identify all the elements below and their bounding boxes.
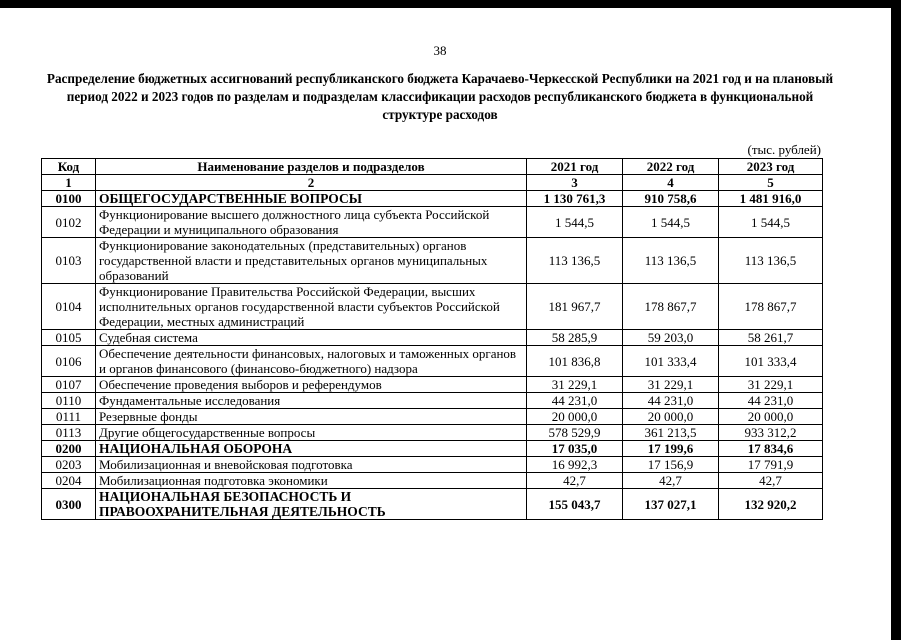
header-row	[42, 159, 823, 175]
row-name: Другие общегосударственные вопросы	[96, 425, 527, 441]
row-code: 0105	[42, 330, 96, 346]
row-2021: 578 529,9	[527, 425, 623, 441]
row-name: НАЦИОНАЛЬНАЯ ОБОРОНА	[96, 441, 527, 457]
table-row	[42, 207, 823, 238]
header-code: Код	[42, 159, 96, 175]
table-row	[42, 238, 823, 284]
row-name: Фундаментальные исследования	[96, 393, 527, 409]
row-code: 0103	[42, 238, 96, 284]
row-2022: 361 213,5	[623, 425, 719, 441]
row-name: Резервные фонды	[96, 409, 527, 425]
row-2023: 20 000,0	[719, 409, 823, 425]
row-2021: 1 130 761,3	[527, 191, 623, 207]
table-row	[42, 330, 823, 346]
row-2022: 20 000,0	[623, 409, 719, 425]
row-2021: 20 000,0	[527, 409, 623, 425]
row-code: 0204	[42, 473, 96, 489]
table-row-section	[42, 489, 823, 520]
row-2021: 101 836,8	[527, 346, 623, 377]
row-2022: 17 156,9	[623, 457, 719, 473]
row-2021: 1 544,5	[527, 207, 623, 238]
page-number: 38	[433, 43, 447, 58]
row-2023: 933 312,2	[719, 425, 823, 441]
row-2022: 178 867,7	[623, 284, 719, 330]
table-row	[42, 409, 823, 425]
row-2021: 44 231,0	[527, 393, 623, 409]
row-code: 0107	[42, 377, 96, 393]
row-code: 0106	[42, 346, 96, 377]
row-code: 0111	[42, 409, 96, 425]
row-name: Мобилизационная и вневойсковая подготовка	[96, 457, 527, 473]
budget-table	[41, 158, 823, 520]
row-2022: 137 027,1	[623, 489, 719, 520]
row-2023: 1 544,5	[719, 207, 823, 238]
table-row	[42, 393, 823, 409]
row-2022: 44 231,0	[623, 393, 719, 409]
row-2022: 17 199,6	[623, 441, 719, 457]
table-row	[42, 284, 823, 330]
column-index-row	[42, 175, 823, 191]
index-cell: 5	[719, 175, 823, 191]
row-2022: 42,7	[623, 473, 719, 489]
row-name: Судебная система	[96, 330, 527, 346]
row-2022: 1 544,5	[623, 207, 719, 238]
row-2021: 31 229,1	[527, 377, 623, 393]
row-2022: 59 203,0	[623, 330, 719, 346]
row-2021: 155 043,7	[527, 489, 623, 520]
row-code: 0203	[42, 457, 96, 473]
row-2023: 31 229,1	[719, 377, 823, 393]
row-code: 0102	[42, 207, 96, 238]
row-code: 0104	[42, 284, 96, 330]
header-name: Наименование разделов и подразделов	[96, 159, 527, 175]
row-2021: 17 035,0	[527, 441, 623, 457]
row-2023: 113 136,5	[719, 238, 823, 284]
scan-border-right	[891, 0, 901, 640]
table-row-section	[42, 191, 823, 207]
row-code: 0200	[42, 441, 96, 457]
index-cell: 3	[527, 175, 623, 191]
row-name: Обеспечение проведения выборов и референдумов	[96, 377, 527, 393]
index-cell: 1	[42, 175, 96, 191]
row-name: Функционирование Правительства Российской Федерации, высших исполнительных органов государственной власти субъектов Российской Федерации, местных администраций	[96, 284, 527, 330]
row-code: 0300	[42, 489, 96, 520]
row-name: НАЦИОНАЛЬНАЯ БЕЗОПАСНОСТЬ И ПРАВООХРАНИТЕЛЬНАЯ ДЕЯТЕЛЬНОСТЬ	[96, 489, 527, 520]
table-row	[42, 425, 823, 441]
table-row	[42, 346, 823, 377]
table-row	[42, 457, 823, 473]
index-cell: 2	[96, 175, 527, 191]
row-name: Функционирование высшего должностного лица субъекта Российской Федерации и муниципального образования	[96, 207, 527, 238]
document-title: Распределение бюджетных ассигнований республиканского бюджета Карачаево-Черкесской Республики на 2021 год и на плановый период 2022 и 2023 годов по разделам и подразделам классификации расходов республиканского бюджета в функциональной структуре расходов	[46, 71, 834, 122]
row-2022: 101 333,4	[623, 346, 719, 377]
row-name: Мобилизационная подготовка экономики	[96, 473, 527, 489]
row-2021: 42,7	[527, 473, 623, 489]
row-name: ОБЩЕГОСУДАРСТВЕННЫЕ ВОПРОСЫ	[96, 191, 527, 207]
row-code: 0110	[42, 393, 96, 409]
row-2021: 58 285,9	[527, 330, 623, 346]
row-2023: 178 867,7	[719, 284, 823, 330]
row-2021: 113 136,5	[527, 238, 623, 284]
row-2023: 44 231,0	[719, 393, 823, 409]
row-2023: 17 834,6	[719, 441, 823, 457]
row-2023: 101 333,4	[719, 346, 823, 377]
row-code: 0100	[42, 191, 96, 207]
row-2023: 17 791,9	[719, 457, 823, 473]
scan-border-top	[0, 0, 901, 8]
row-2023: 42,7	[719, 473, 823, 489]
row-2023: 58 261,7	[719, 330, 823, 346]
row-2021: 16 992,3	[527, 457, 623, 473]
table-row	[42, 377, 823, 393]
row-2022: 113 136,5	[623, 238, 719, 284]
row-2021: 181 967,7	[527, 284, 623, 330]
header-2022: 2022 год	[623, 159, 719, 175]
row-2022: 31 229,1	[623, 377, 719, 393]
row-2023: 132 920,2	[719, 489, 823, 520]
row-2023: 1 481 916,0	[719, 191, 823, 207]
row-name: Функционирование законодательных (представительных) органов государственной власти и представительных органов муниципальных образований	[96, 238, 527, 284]
row-code: 0113	[42, 425, 96, 441]
index-cell: 4	[623, 175, 719, 191]
row-name: Обеспечение деятельности финансовых, налоговых и таможенных органов и органов финансового (финансово-бюджетного) надзора	[96, 346, 527, 377]
table-row	[42, 473, 823, 489]
units-label: (тыс. рублей)	[747, 142, 821, 157]
header-2023: 2023 год	[719, 159, 823, 175]
table-row-section	[42, 441, 823, 457]
header-2021: 2021 год	[527, 159, 623, 175]
row-2022: 910 758,6	[623, 191, 719, 207]
